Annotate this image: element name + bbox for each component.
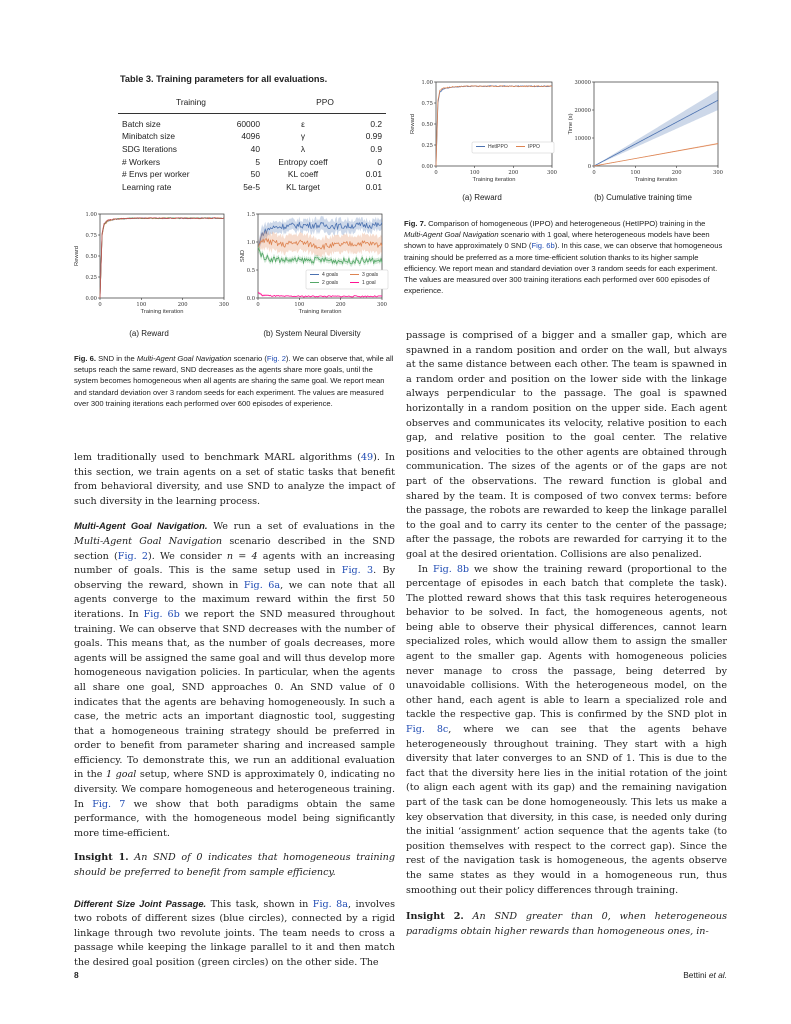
table-cell: γ [300, 131, 306, 142]
x-axis-label: Training iteration [634, 177, 678, 183]
x-tick-label: 300 [547, 170, 557, 176]
plot-frame [100, 214, 224, 298]
text: we report the SND measured throughout training. We can observe that SND decreases with the number of goals. This means that, as the number of goals decreases, more agents will be assigned the same goal and will thus develop more homogeneous navigation policies. In particular, when the agents all share one goal, SND approaches 0. An SND value of 0 indicates that the agents are behaving homogeneously. In such a case, the metric acts an important diagnostic tool, suggesting that a homogeneous training strategy should be preferred in order to benefit from parameter sharing and increased sample efficiency. To demonstrate this, we run an additional evaluation in the [74, 608, 395, 781]
table-cell: Minibatch size [122, 131, 176, 142]
table-cell: 0.01 [365, 169, 382, 180]
insight-2-heading: Insight 2. [406, 911, 464, 923]
table-cell: 0.99 [365, 131, 382, 142]
table-cell: ε [301, 118, 305, 129]
text: , where we can see that the agents behave heterogeneously throughout training. They start with a high diversity that later converges to an SND of 1. This is due to the fact that the diversity here lies in the initial rotation of the joint (to align each agent with its gap) and the remaining navigation part of the task can be done homogeneously. This lets us make a key observation that diversity, in this case, is needed only during the initial ‘assignment’ action sequence that the agents take (to position themselves with respect to the correct gap). Since the rest of the navigation task is homogeneous, the agents observe the same states as they would in a homogeneous run, thus smoothing out their policy differences through training. [406, 724, 727, 896]
fig6b-subcaption: (b) System Neural Diversity [263, 329, 361, 338]
fig6b-chart [232, 206, 392, 322]
x-tick-label: 300 [377, 302, 387, 308]
y-tick-label: 0.5 [246, 268, 255, 274]
passage-paragraph: passage is comprised of a bigger and a smaller gap, which are spawned in a random position and order on the wall, but always at the same distance between each other. The team is spawned in a random order and position on the lower side with the linkage always perpendicular to the passage. The goal is spawned horizontally in a random position on the upper side. Each agent observes and communicates its velocity, relative position to each gap, and relative position to the goal center. The relative positions and velocities to the other agents are obtained through communication. The sizes of the agents or of the gaps are not part of the observations. The reward function is global and shared by the team. It is composed of two convex terms: before the passage, the robots are rewarded to keep the linkage parallel to the goal and to carry its center to the center of the passage; after the passage, the robots are rewarded for carrying it to the goal at the desired orientation. Collisions are also penalized. [406, 330, 727, 560]
fig7-link[interactable]: Fig. 7 [92, 798, 126, 810]
insight-1-text: An SND of 0 indicates that homogeneous training should be preferred to benefit from sample efficiency. [74, 852, 395, 879]
text: we show the training reward (proportional to the percentage of episodes in each batch that complete the task). The plotted reward shows that this task requires heterogeneous behavior to be solved. In fact, the homogeneous agents, not being able to observe their physical differences, cannot learn specialized roles, which would allow them to assign the smaller agent to the smaller gap. Agents with homogeneous policies never manage to cross the passage, being deterred by unavoidable collisions. With the heterogeneous model, on the other hand, each agent is able to learn a specialized role and tackle the respective gap. This is confirmed by the SND plot in [406, 563, 727, 721]
y-tick-label: 10000 [574, 136, 591, 142]
x-axis-label: Training iteration [472, 177, 516, 183]
fig8a-link[interactable]: Fig. 8a [312, 898, 348, 910]
y-axis-label: Reward [74, 246, 80, 266]
y-tick-label: 30000 [574, 80, 591, 86]
text: scenario described in the SND section ( [74, 535, 395, 562]
insight-1-heading: Insight 1. [74, 852, 129, 864]
caption-italic: Multi-Agent Goal Navigation [404, 230, 499, 240]
fig6-caption [74, 353, 396, 409]
y-tick-label: 0.0 [246, 296, 255, 302]
table-cell: 50 [250, 169, 260, 180]
table-cell: λ [300, 144, 306, 155]
text: , we can note that all agents converge to the maximum reward within the first 50 iterations. In [74, 579, 395, 620]
text: This task, shown in [206, 898, 313, 910]
text: , involves two robots of different sizes (blue circles), connected by a rigid linkage through two revolute joints. The team needs to cross a passage while keeping the linkage parallel to it and then match the desired goal position (green circles) on the other side. The [74, 898, 395, 968]
text: In [418, 563, 433, 575]
insight-2-text: An SND greater than 0, when heterogeneous paradigms obtain higher rewards than homogeneous ones, in- [406, 911, 727, 937]
x-tick-label: 200 [671, 170, 682, 176]
dsj-paragraph [74, 897, 395, 971]
fig6a-link[interactable]: Fig. 6a [243, 579, 281, 591]
table-cell: # Workers [122, 156, 161, 167]
fig6a-chart [64, 206, 234, 322]
legend-label: 1 goal [362, 280, 376, 286]
y-tick-label: 1.00 [85, 212, 97, 218]
y-tick-label: 0.25 [421, 143, 433, 149]
caption-italic: Multi-Agent Goal Navigation [136, 354, 232, 363]
text: setup, where SND is approximately 0, indicating no diversity. We compare homogeneous and heterogeneous training. In [74, 769, 396, 810]
table-cell: # Envs per worker [122, 169, 190, 180]
y-tick-label: 0.50 [85, 254, 97, 260]
ref-49-link[interactable]: 49 [360, 452, 374, 463]
dsj-heading: Different Size Joint Passage. [74, 897, 207, 909]
caption-text: SND in the [95, 354, 137, 363]
plot-frame [594, 82, 718, 166]
text: ). In this section, we train agents on a set of static tasks that benefit from behavioral diversity, and use SND to analyze the impact of such diversity in the learning process. [74, 452, 395, 507]
page-number: 8 [74, 970, 79, 980]
text-italic: Multi-Agent Goal Navigation [74, 535, 223, 547]
table-cell: 0.01 [365, 181, 382, 192]
x-axis-label: Training iteration [298, 309, 342, 315]
params-table [118, 96, 386, 193]
text: . By observing the reward, shown in [74, 565, 396, 591]
text: ). We consider [148, 550, 227, 562]
table-cell: 40 [250, 144, 260, 155]
table-cell: Entropy coeff [278, 156, 328, 167]
y-tick-label: 20000 [574, 108, 591, 114]
fig2-link[interactable]: Fig. 2 [117, 550, 149, 562]
fig3-link[interactable]: Fig. 3 [341, 565, 374, 577]
x-tick-label: 0 [592, 170, 596, 176]
fig6-caption-label: Fig. 6. [74, 354, 96, 363]
legend-label: 2 goals [322, 280, 339, 286]
fig6b-link[interactable]: Fig. 6b [531, 241, 555, 251]
x-tick-label: 300 [219, 302, 229, 308]
fig6a-subcaption: (a) Reward [129, 329, 169, 338]
table3 [118, 96, 386, 193]
y-tick-label: 0 [587, 164, 591, 170]
table-cell: Learning rate [122, 181, 172, 192]
table-cell: KL coeff [287, 169, 319, 180]
text: lem traditionally used to benchmark MARL algorithms ( [74, 452, 361, 463]
fig6b-link[interactable]: Fig. 6b [143, 608, 180, 620]
table-cell: KL target [286, 181, 320, 192]
x-tick-label: 100 [630, 170, 641, 176]
y-axis-label: Reward [410, 114, 416, 134]
text: we show that both paradigms obtain the same performance, with the homogeneous model being significantly more time-efficient. [74, 798, 396, 839]
x-tick-label: 100 [136, 302, 147, 308]
table-cell: Batch size [122, 118, 161, 129]
y-tick-label: 0.75 [85, 233, 97, 239]
fig2-link[interactable]: Fig. 2 [266, 354, 286, 363]
y-tick-label: 0.00 [421, 164, 433, 170]
table-cell: 60000 [236, 118, 260, 129]
table-cell: 5e-5 [243, 181, 260, 192]
table-header-ppo: PPO [316, 97, 334, 108]
table-cell: 5 [255, 156, 260, 167]
x-tick-label: 0 [256, 302, 260, 308]
x-axis-label: Training iteration [140, 309, 184, 315]
fig7a-chart [402, 76, 562, 188]
x-tick-label: 0 [434, 170, 438, 176]
mag-paragraph [74, 519, 395, 841]
y-tick-label: 0.75 [421, 101, 433, 107]
fig7b-subcaption: (b) Cumulative training time [594, 193, 692, 202]
x-tick-label: 200 [508, 170, 519, 176]
table3-title: Table 3. Training parameters for all evaluations. [120, 74, 328, 84]
y-tick-label: 0.25 [85, 275, 97, 281]
caption-text: Comparison of homogeneous (IPPO) and heterogeneous (HetIPPO) training in the [425, 219, 706, 228]
caption-text: ). We can observe that, while all setups reach the same reward, SND decreases as the agents share more goals, until the system becomes homogeneous when all agents are sharing the same goal. We report mean and standard deviation over 3 random seeds for each experiment. The values are measured over 300 training iterations each performed over 600 episodes of experience. [74, 354, 394, 408]
math: n = 4 [226, 550, 258, 562]
text-italic: 1 goal [106, 769, 137, 781]
fig8b-link[interactable]: Fig. 8b [432, 563, 470, 575]
table-cell: 0 [377, 156, 382, 167]
mag-heading: Multi-Agent Goal Navigation. [74, 520, 208, 532]
table-cell: 4096 [241, 131, 260, 142]
legend-label: 4 goals [322, 272, 339, 278]
fig8c-link[interactable]: Fig. 8c [406, 724, 449, 736]
training-paragraph [406, 563, 727, 899]
intro-paragraph [74, 451, 395, 509]
et-al: et al. [708, 970, 727, 980]
x-tick-label: 100 [469, 170, 480, 176]
running-authors [600, 970, 727, 980]
insight-2 [406, 910, 727, 939]
caption-text: ). In this case, we can observe that homogeneous training should be preferred as a more time-efficient solution thanks to its higher sample efficiency. We report mean and standard deviation over 3 random seeds for each experiment. The values are measured over 300 training iterations each performed over 600 episodes of experience. [404, 241, 723, 296]
caption-text: scenario with 1 goal, where heterogeneous models have been shown to have approximately 0 SND ( [404, 230, 710, 251]
caption-text: scenario ( [231, 354, 267, 363]
fig7-caption-label: Fig. 7. [404, 219, 426, 228]
table-cell: 0.2 [370, 118, 382, 129]
x-tick-label: 0 [98, 302, 102, 308]
y-axis-label: Time (s) [568, 113, 574, 135]
table-cell: SDG Iterations [122, 144, 177, 155]
authors: Bettini [683, 970, 709, 980]
fig7a-subcaption: (a) Reward [462, 193, 502, 202]
right-column [406, 329, 727, 939]
legend-label: IPPO [528, 144, 540, 150]
plot-frame [436, 82, 552, 166]
y-tick-label: 1.5 [246, 212, 255, 218]
x-tick-label: 200 [335, 302, 346, 308]
text: agents with an increasing number of goals. This is the same setup used in [74, 550, 395, 577]
legend-box [472, 142, 554, 153]
x-tick-label: 200 [177, 302, 188, 308]
table-cell: 0.9 [370, 144, 382, 155]
left-column [74, 451, 395, 971]
y-tick-label: 0.50 [421, 122, 433, 128]
y-axis-label: SND [240, 249, 246, 263]
legend-label: 3 goals [362, 272, 379, 278]
fig7b-chart [560, 76, 726, 188]
insight-1 [74, 851, 395, 880]
y-tick-label: 1.0 [246, 240, 255, 246]
fig7-caption [404, 218, 726, 296]
x-tick-label: 300 [713, 170, 723, 176]
table-header-training: Training [176, 97, 206, 108]
legend-label: HetIPPO [488, 144, 508, 150]
y-tick-label: 0.00 [85, 296, 97, 302]
text: We run a set of evaluations in the [207, 521, 395, 533]
x-tick-label: 100 [294, 302, 305, 308]
y-tick-label: 1.00 [421, 80, 433, 86]
